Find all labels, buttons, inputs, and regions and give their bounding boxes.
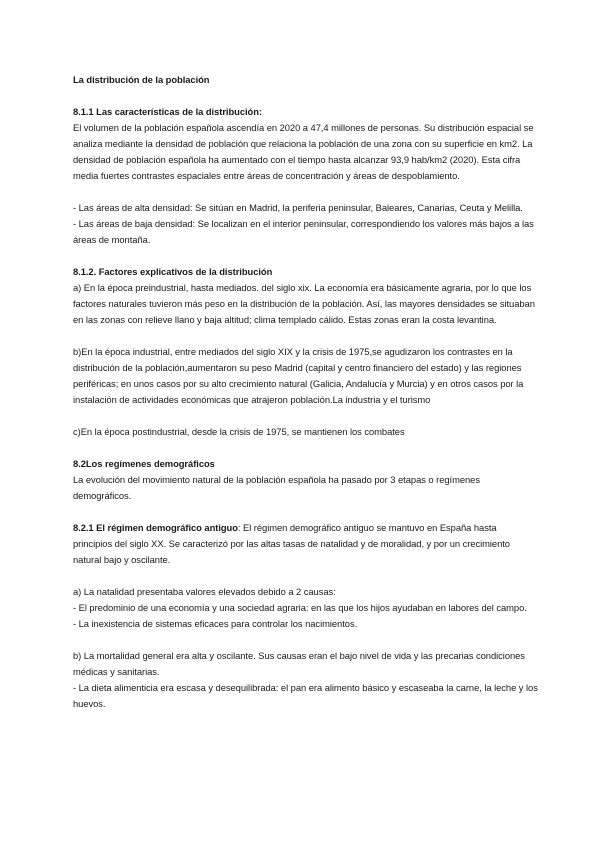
section-8-1-2-c: [73, 424, 538, 440]
section-8-1-1: [73, 104, 538, 184]
section-8-2: [73, 456, 538, 504]
section-heading: 8.1.1 Las características de la distribución:: [73, 106, 262, 117]
section-8-1-2: [73, 264, 538, 328]
list-item: - La dieta alimenticia era escasa y desequilibrada: el pan era alimento básico y escaseaba la carne, la leche y los huevos.: [73, 682, 538, 709]
paragraph: a) En la época preindustrial, hasta mediados. del siglo xix. La economía era básicamente agraria, por lo que los factores naturales tuvieron más peso en la distribución de la población. Así, las mayores densidades se situaban en las zonas con relieve llano y baja altitud; clima templado cálido. Estas zonas eran la costa levantina.: [73, 282, 535, 325]
section-heading: 8.1.2. Factores explicativos de la distribución: [73, 266, 273, 277]
paragraph: b) La mortalidad general era alta y oscilante. Sus causas eran el bajo nivel de vida y las precarias condiciones médicas y sanitarias.: [73, 650, 525, 677]
section-8-2-1: [73, 520, 538, 568]
document-title: La distribución de la población: [73, 74, 210, 85]
density-areas: [73, 200, 538, 248]
section-heading: 8.2Los regímenes demográficos: [73, 458, 215, 469]
paragraph: [73, 520, 538, 568]
paragraph: b)En la época industrial, entre mediados del siglo XIX y la crisis de 1975,se agudizaron los contrastes en la distribución de la población,aumentaron su peso Madrid (capital y centro financiero del estado) y las regiones periféricas; en unos casos por su alto crecimiento natural (Galicia, Andalucía y Murcia) y en otros casos por la instalación de actividades económicas que atrajeron población.La industria y el turismo: [73, 346, 524, 405]
list-item: - El predominio de una economía y una sociedad agraria: en las que los hijos ayudaban en labores del campo.: [73, 602, 527, 613]
inline-text: : El régimen demográfico antiguo se mantuvo en España hasta principios del siglo XX. Se caracterizó por las altas tasas de natalidad y de moralidad, y por un crecimiento natural bajo y oscilante.: [73, 522, 510, 565]
paragraph: a) La natalidad presentaba valores elevados debido a 2 causas:: [73, 586, 336, 597]
paragraph: La evolución del movimiento natural de la población española ha pasado por 3 etapas o regímenes demográficos.: [73, 474, 480, 501]
inline-heading: 8.2.1 El régimen demográfico antiguo: [73, 522, 238, 533]
natalidad-block: [73, 584, 538, 632]
paragraph: El volumen de la población española ascendía en 2020 a 47,4 millones de personas. Su distribución espacial se analiza mediante la densidad de población que relaciona la población de una zona con su superficie en km2. La densidad de población española ha aumentado con el tiempo hasta alcanzar 93,9 hab/km2 (2020). Esta cifra media fuertes contrastes espaciales entre áreas de concentración y áreas de despoblamiento.: [73, 122, 534, 181]
mortalidad-block: [73, 648, 538, 712]
section-8-1-2-b: [73, 344, 538, 408]
list-item: - La inexistencia de sistemas eficaces para controlar los nacimientos.: [73, 618, 358, 629]
paragraph: c)En la época postindustrial, desde la crisis de 1975, se mantienen los combates: [73, 426, 405, 437]
list-item: - Las áreas de alta densidad: Se sitúan en Madrid, la periferia peninsular, Baleares, Canarias, Ceuta y Melilla.: [73, 202, 523, 213]
list-item: - Las áreas de baja densidad: Se localizan en el interior peninsular, correspondiendo los valores más bajos a las áreas de montaña.: [73, 218, 534, 245]
